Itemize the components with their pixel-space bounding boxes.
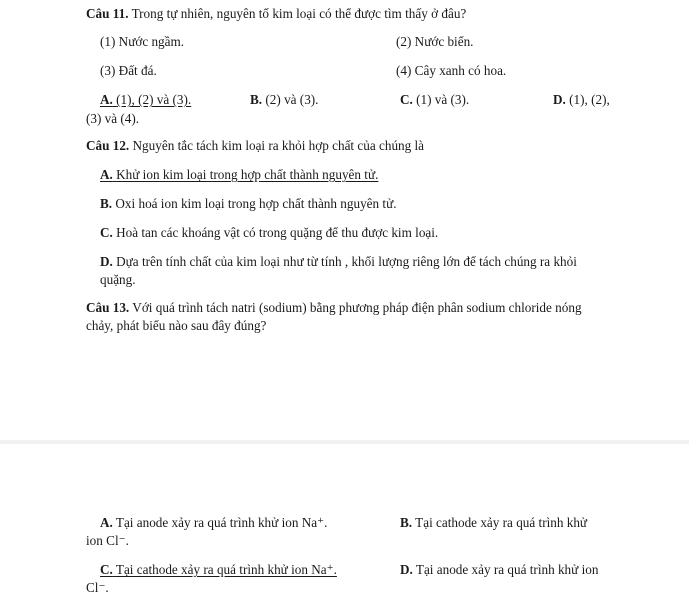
q11-item-4: (4) Cây xanh có hoa. bbox=[396, 63, 507, 78]
q11-item-2: (2) Nước biển. bbox=[396, 34, 474, 49]
q11-option-d: D. (1), (2), bbox=[553, 92, 610, 107]
q12-option-d-continued: quặng. bbox=[100, 272, 136, 287]
q13-option-c: C. Tại cathode xảy ra quá trình khử ion Na⁺. bbox=[100, 562, 337, 577]
q13-option-d: D. Tại anode xảy ra quá trình khử ion bbox=[400, 562, 599, 577]
q12-label: Câu 12. bbox=[86, 138, 130, 153]
q12-option-d: D. Dựa trên tính chất của kim loại như từ tính , khối lượng riêng lớn để tách chúng ra khỏi bbox=[100, 254, 577, 269]
q11-label: Câu 11. bbox=[86, 6, 129, 21]
q11-option-b: B. (2) và (3). bbox=[250, 92, 319, 107]
q13-text: Với quá trình tách natri (sodium) bằng phương pháp điện phân sodium chloride nóng bbox=[132, 300, 582, 315]
q11-item-1: (1) Nước ngầm. bbox=[100, 34, 185, 49]
q12-option-a: A. Khử ion kim loại trong hợp chất thành nguyên tử. bbox=[100, 167, 379, 182]
page-divider bbox=[0, 440, 689, 444]
q12-option-c: C. Hoà tan các khoáng vật có trong quặng để thu được kim loại. bbox=[100, 225, 439, 240]
q12-option-b: B. Oxi hoá ion kim loại trong hợp chất thành nguyên tử. bbox=[100, 196, 397, 211]
q13-option-a-continued: ion Cl⁻. bbox=[86, 533, 129, 548]
q13-option-b: B. Tại cathode xảy ra quá trình khử bbox=[400, 515, 588, 530]
q11-option-a: A. (1), (2) và (3). bbox=[100, 92, 192, 107]
q13-option-a: A. Tại anode xảy ra quá trình khử ion Na⁺. bbox=[100, 515, 328, 530]
q13-label: Câu 13. bbox=[86, 300, 130, 315]
q13-option-d-continued: Cl⁻. bbox=[86, 580, 109, 595]
q12-text: Nguyên tắc tách kim loại ra khỏi hợp chất của chúng là bbox=[132, 138, 425, 153]
q12-stem bbox=[86, 138, 424, 154]
q11-stem bbox=[86, 6, 466, 22]
q11-option-d-continued: (3) và (4). bbox=[86, 111, 140, 126]
q13-stem bbox=[86, 300, 582, 316]
q13-stem-continued: chảy, phát biểu nào sau đây đúng? bbox=[86, 318, 267, 333]
q11-text: Trong tự nhiên, nguyên tố kim loại có thể được tìm thấy ở đâu? bbox=[131, 6, 467, 21]
q11-item-3: (3) Đất đá. bbox=[100, 63, 157, 78]
q11-option-c: C. (1) và (3). bbox=[400, 92, 470, 107]
